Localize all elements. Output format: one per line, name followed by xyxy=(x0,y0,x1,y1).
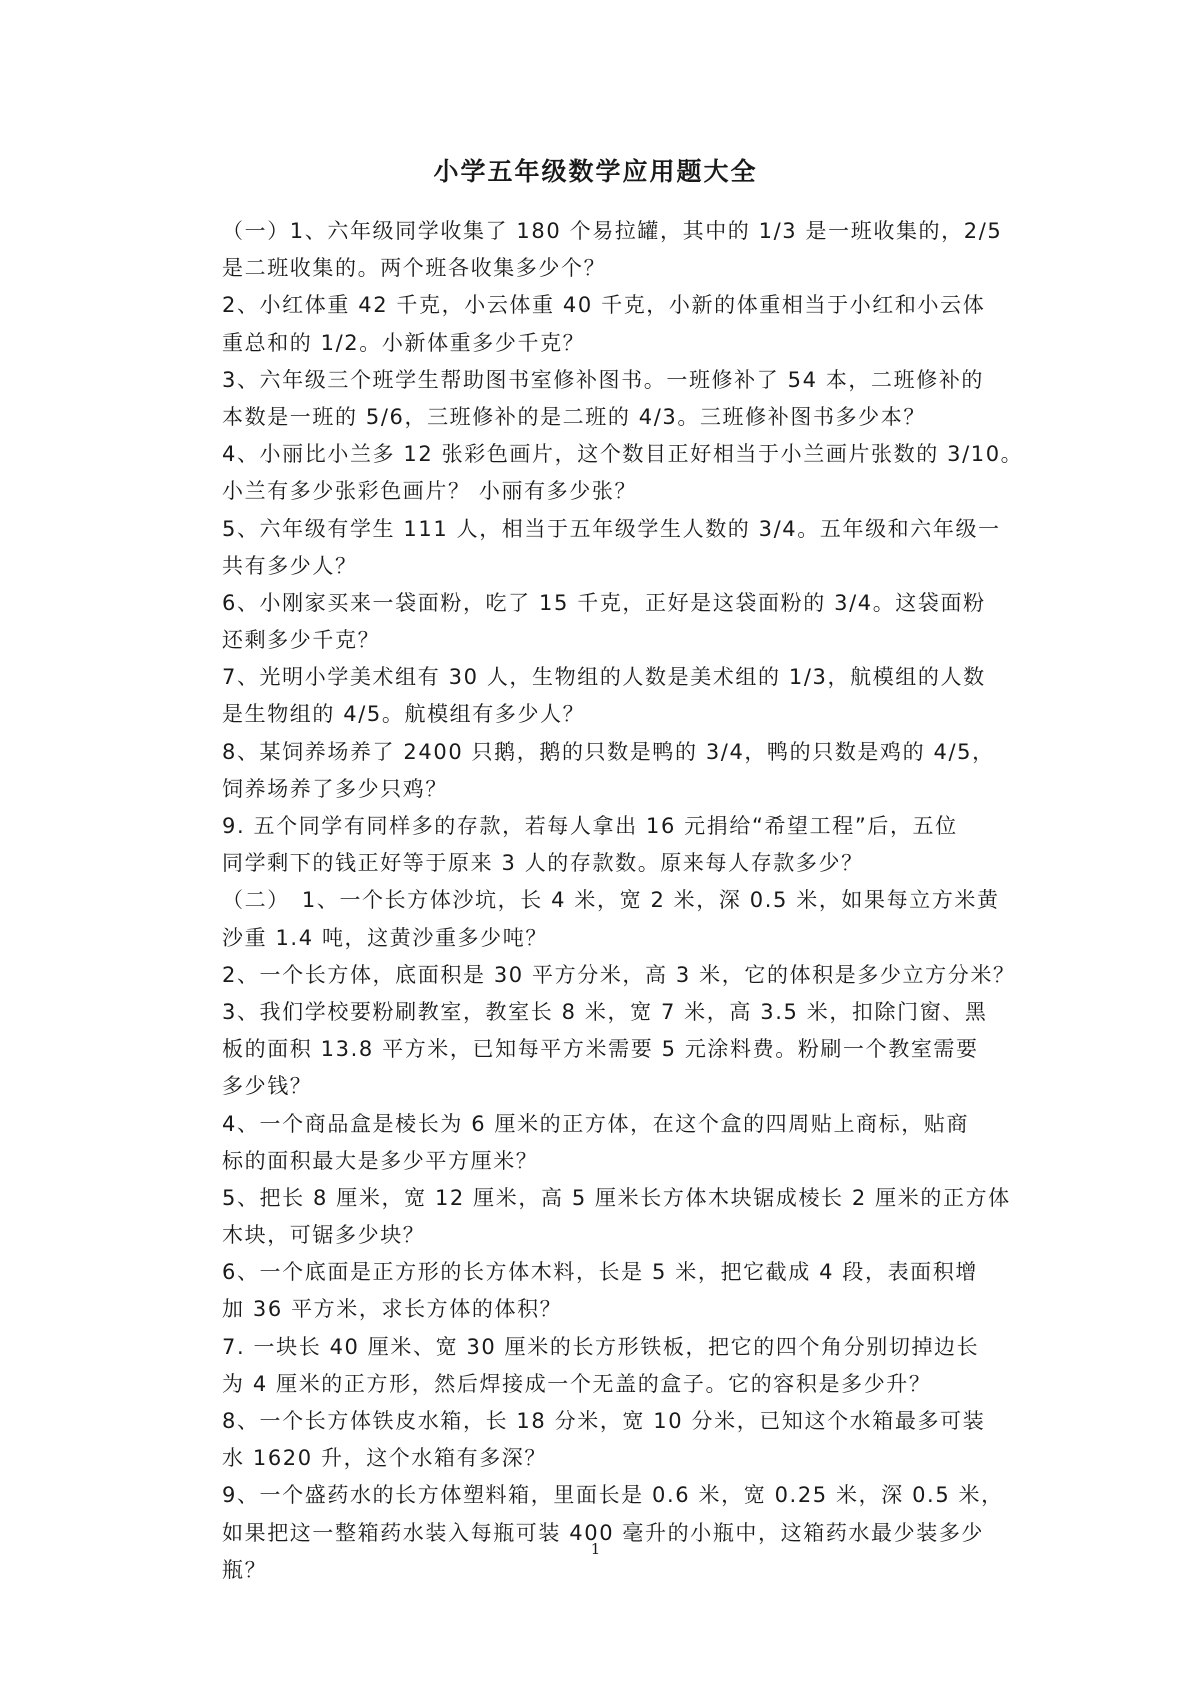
text-line: 还剩多少千克？ xyxy=(222,628,381,653)
text-line: 是生物组的 4/5。航模组有多少人？ xyxy=(222,702,586,727)
text-line: 3、六年级三个班学生帮助图书室修补图书。一班修补了 54 本，二班修补的 xyxy=(222,367,985,392)
text-line: 共有多少人？ xyxy=(222,553,358,578)
text-line: （一）1、六年级同学收集了 180 个易拉罐，其中的 1/3 是一班收集的，2/5 xyxy=(222,219,1003,243)
text-line: 同学剩下的钱正好等于原来 3 人的存款数。原来每人存款多少？ xyxy=(222,851,864,876)
text-line: 沙重 1.4 吨，这黄沙重多少吨？ xyxy=(222,925,548,950)
text-line: 4、小丽比小兰多 12 张彩色画片，这个数目正好相当于小兰画片张数的 3/10。 xyxy=(222,442,1024,467)
text-line: 水 1620 升，这个水箱有多深？ xyxy=(222,1446,547,1471)
text-line: 6、小刚家买来一袋面粉，吃了 15 千克，正好是这袋面粉的 3/4。这袋面粉 xyxy=(222,590,986,615)
text-line: 7. 一块长 40 厘米、宽 30 厘米的长方形铁板，把它的四个角分别切掉边长 xyxy=(222,1334,980,1359)
text-line: 为 4 厘米的正方形，然后焊接成一个无盖的盒子。它的容积是多少升？ xyxy=(222,1371,932,1396)
text-line: 是二班收集的。两个班各收集多少个？ xyxy=(222,256,607,281)
text-line: 饲养场养了多少只鸡？ xyxy=(222,776,448,801)
text-line: 木块，可锯多少块？ xyxy=(222,1223,426,1248)
text-line: 7、光明小学美术组有 30 人，生物组的人数是美术组的 1/3，航模组的人数 xyxy=(222,665,986,690)
text-line: 小兰有多少张彩色画片？ 小丽有多少张？ xyxy=(222,479,638,504)
document-body xyxy=(222,213,1022,1589)
text-line: 6、一个底面是正方形的长方体木料，长是 5 米，把它截成 4 段，表面积增 xyxy=(222,1260,978,1285)
text-line: 2、一个长方体，底面积是 30 平方分米，高 3 米，它的体积是多少立方分米？ xyxy=(222,962,1016,987)
text-line: 2、小红体重 42 千克，小云体重 40 千克，小新的体重相当于小红和小云体 xyxy=(222,293,986,318)
text-line: 5、把长 8 厘米，宽 12 厘米，高 5 厘米长方体木块锯成棱长 2 厘米的正方体 xyxy=(222,1185,1011,1210)
text-line: 板的面积 13.8 平方米，已知每平方米需要 5 元涂料费。粉刷一个教室需要 xyxy=(222,1037,979,1062)
document-title: 小学五年级数学应用题大全 xyxy=(433,157,758,186)
text-line: 标的面积最大是多少平方厘米？ xyxy=(222,1148,539,1173)
page-number: 1 xyxy=(590,1540,601,1558)
text-line: 5、六年级有学生 111 人，相当于五年级学生人数的 3/4。五年级和六年级一 xyxy=(222,516,1001,541)
text-line: 9. 五个同学有同样多的存款，若每人拿出 16 元捐给“希望工程”后，五位 xyxy=(222,814,958,838)
text-line: 重总和的 1/2。小新体重多少千克？ xyxy=(222,330,586,355)
text-line: 8、某饲养场养了 2400 只鹅，鹅的只数是鸭的 3/4，鸭的只数是鸡的 4/5， xyxy=(222,739,995,764)
text-line: 4、一个商品盒是棱长为 6 厘米的正方体，在这个盒的四周贴上商标，贴商 xyxy=(222,1111,970,1136)
text-line: 如果把这一整箱药水装入每瓶可装 400 毫升的小瓶中，这箱药水最少装多少 xyxy=(222,1520,985,1545)
text-line: 瓶？ xyxy=(222,1557,268,1582)
text-line: （二） 1、一个长方体沙坑，长 4 米，宽 2 米，深 0.5 米，如果每立方米黄 xyxy=(222,888,1000,913)
text-line: 9、一个盛药水的长方体塑料箱，里面长是 0.6 米，宽 0.25 米，深 0.5 米， xyxy=(222,1483,1004,1508)
text-line: 3、我们学校要粉刷教室，教室长 8 米，宽 7 米，高 3.5 米，扣除门窗、黑 xyxy=(222,999,988,1024)
text-line: 加 36 平方米，求长方体的体积？ xyxy=(222,1297,563,1322)
text-line: 多少钱？ xyxy=(222,1074,313,1099)
text-line: 8、一个长方体铁皮水箱，长 18 分米，宽 10 分米，已知这个水箱最多可装 xyxy=(222,1409,986,1433)
text-line: 本数是一班的 5/6，三班修补的是二班的 4/3。三班修补图书多少本？ xyxy=(222,404,926,429)
